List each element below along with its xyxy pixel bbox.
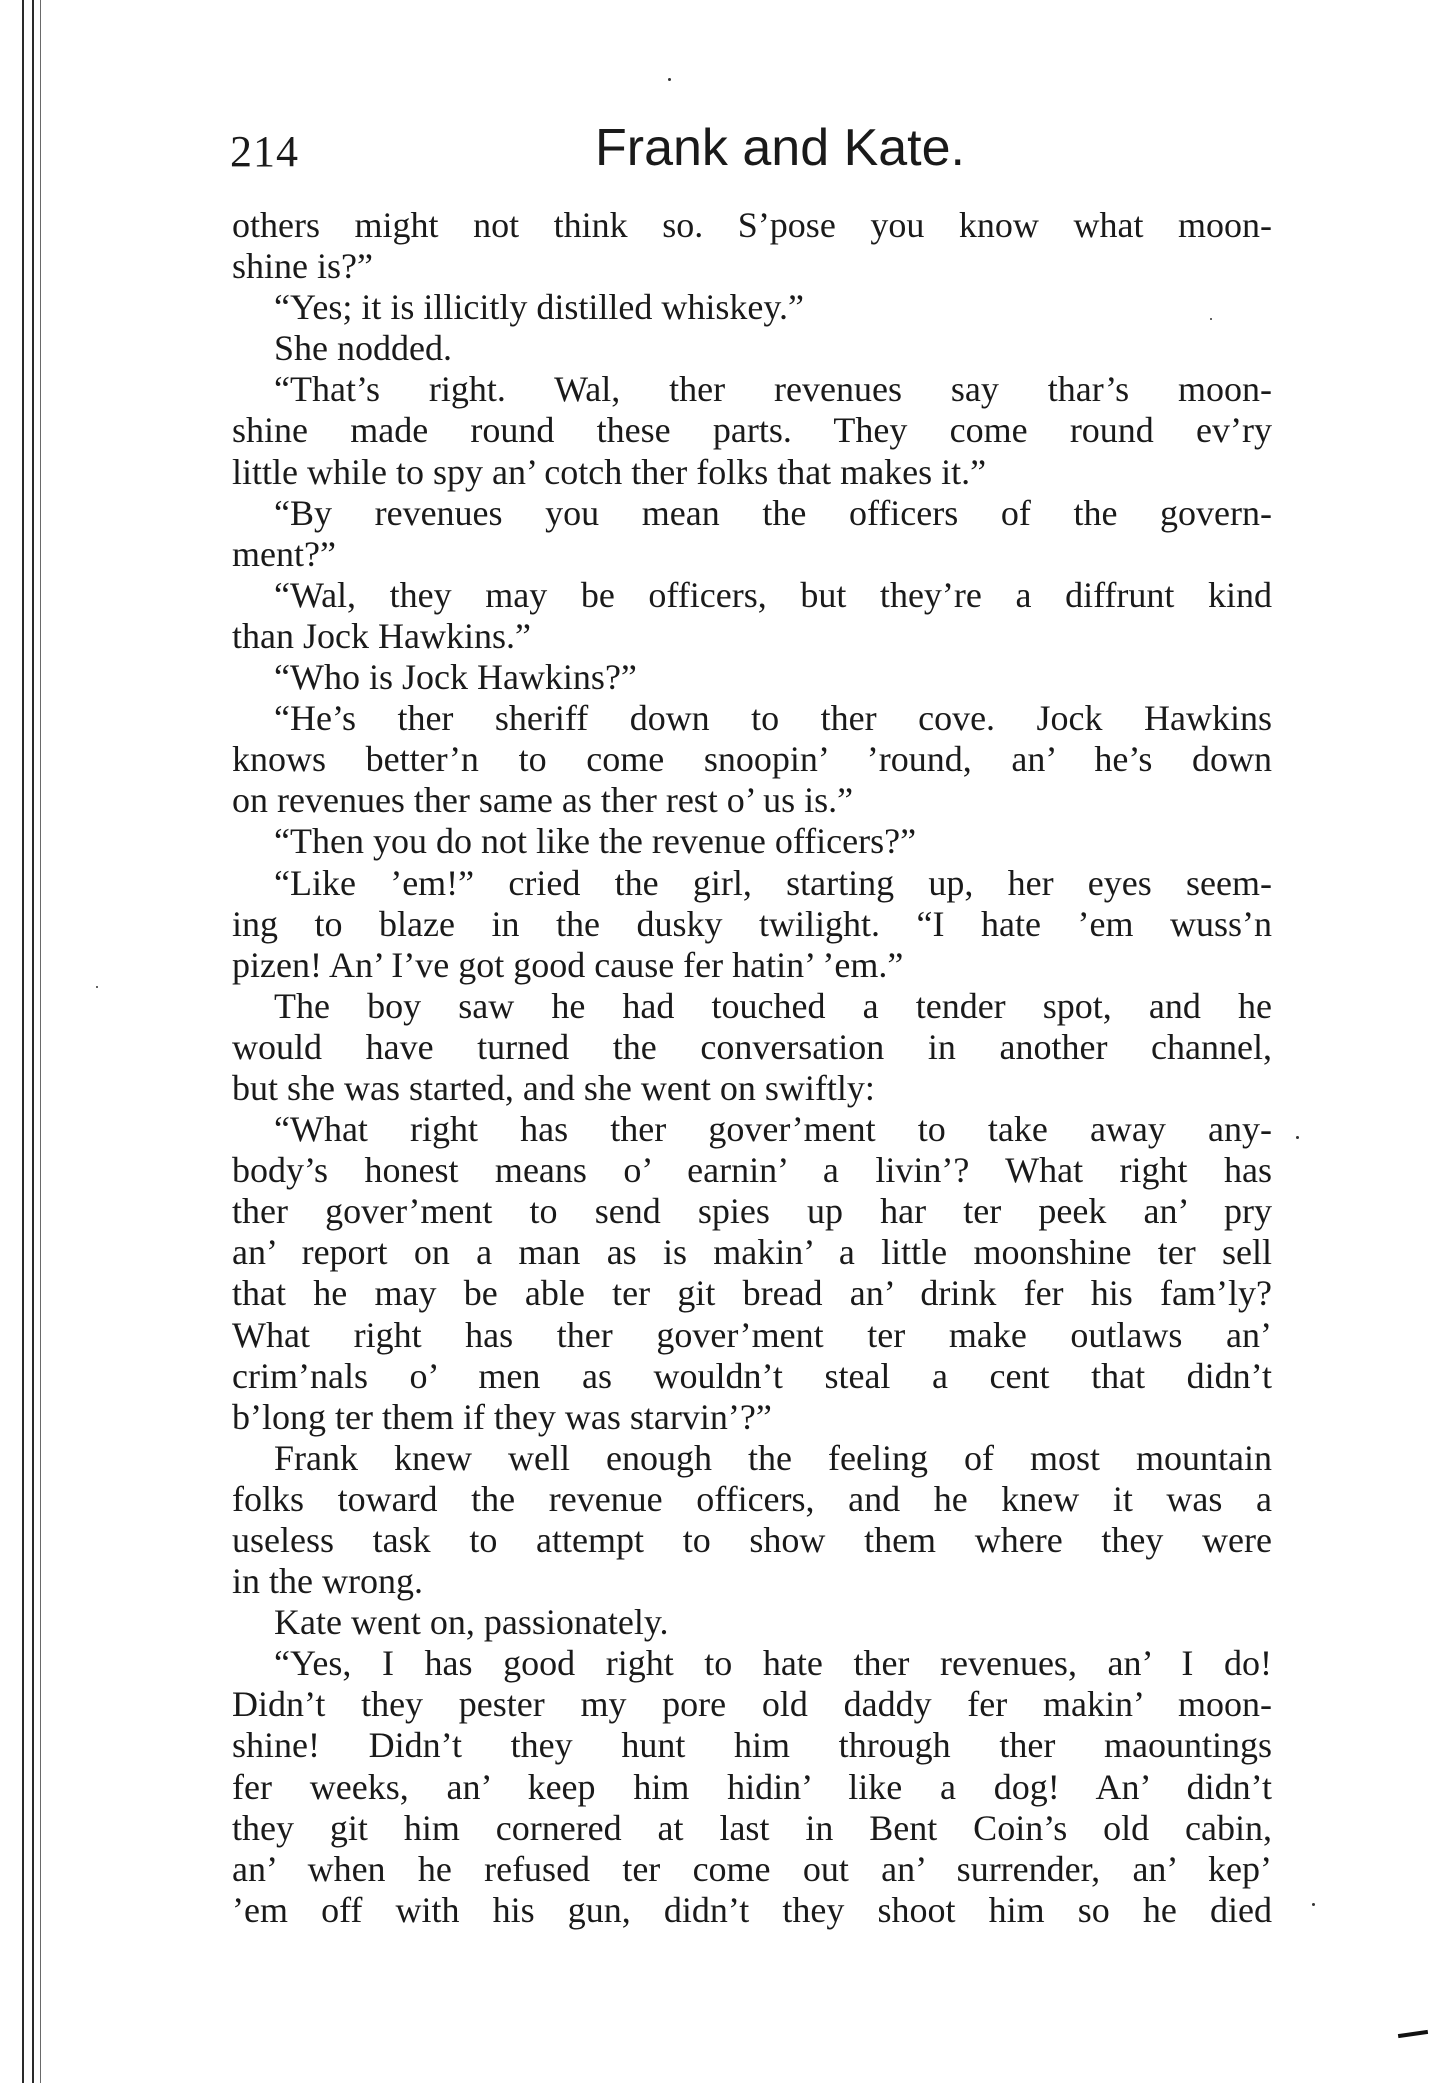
text-line: shine is?” [232,246,373,287]
text-line: knows better’n to come snoopin’ ’round, an’ he’s down [232,739,1272,780]
paper-speck [1210,318,1212,320]
text-line: but she was started, and she went on swiftly: [232,1067,875,1108]
text-line: an’ report on a man as is makin’ a little moonshine ter sell [232,1232,1272,1273]
paper-speck [1312,1903,1315,1906]
text-line: “Wal, they may be officers, but they’re a diffrunt kind [274,574,1272,615]
binding-edge-line [32,0,34,2083]
text-line: ther gover’ment to send spies up har ter peek an’ pry [232,1191,1272,1232]
text-line: “Who is Jock Hawkins?” [274,657,637,698]
body-text [232,205,1272,1931]
page-header [230,118,1290,188]
text-line: crim’nals o’ men as wouldn’t steal a cent that didn’t [232,1355,1272,1396]
text-line: folks toward the revenue officers, and he knew it was a [232,1478,1272,1519]
binding-edge-line [40,0,41,2083]
text-line: Didn’t they pester my pore old daddy fer makin’ moon- [232,1684,1272,1725]
text-line: “That’s right. Wal, ther revenues say thar’s moon- [274,369,1272,410]
text-line: others might not think so. S’pose you know what moon- [232,205,1272,245]
text-line: “He’s ther sheriff down to ther cove. Jock Hawkins [274,698,1272,739]
text-line: an’ when he refused ter come out an’ surrender, an’ kep’ [232,1848,1272,1889]
text-line: they git him cornered at last in Bent Coin’s old cabin, [232,1807,1272,1848]
text-line: “By revenues you mean the officers of the govern- [274,492,1272,533]
text-line: What right has ther gover’ment ter make outlaws an’ [232,1314,1272,1355]
text-line: “What right has ther gover’ment to take away any- [274,1109,1272,1150]
text-line: ’em off with his gun, didn’t they shoot him so he died [232,1889,1272,1930]
text-line: body’s honest means o’ earnin’ a livin’? What right has [232,1150,1272,1191]
text-line: ing to blaze in the dusky twilight. “I hate ’em wuss’n [232,903,1272,944]
paper-speck [96,986,98,988]
text-line: Kate went on, passionately. [274,1602,669,1643]
binding-edge-line [22,0,24,2083]
text-line: “Yes; it is illicitly distilled whiskey.” [274,287,804,328]
running-title: Frank and Kate. [595,119,965,177]
paper-speck [1296,1136,1299,1139]
text-line: useless task to attempt to show them where they were [232,1520,1272,1560]
text-line: The boy saw he had touched a tender spot, and he [274,985,1272,1026]
text-line: pizen! An’ I’ve got good cause fer hatin’ ’em.” [232,944,904,985]
text-line: on revenues ther same as ther rest o’ us is.” [232,780,854,821]
text-line: b’long ter them if they was starvin’?” [232,1396,772,1437]
text-line: “Then you do not like the revenue officers?” [274,821,917,862]
page-edge-mark [1398,2030,1428,2038]
text-line: that he may be able ter git bread an’ drink fer his fam’ly? [232,1273,1272,1314]
text-line: shine! Didn’t they hunt him through ther maountings [232,1725,1272,1766]
text-line: “Yes, I has good right to hate ther revenues, an’ I do! [274,1643,1272,1684]
text-line: Frank knew well enough the feeling of most mountain [274,1437,1272,1478]
text-line: “Like ’em!” cried the girl, starting up, her eyes seem- [274,862,1272,903]
text-line: would have turned the conversation in another channel, [232,1026,1272,1067]
text-line: in the wrong. [232,1561,423,1602]
paper-speck [668,78,671,81]
text-line: fer weeks, an’ keep him hidin’ like a dog! An’ didn’t [232,1766,1272,1807]
text-line: ment?” [232,533,336,574]
text-line: than Jock Hawkins.” [232,615,531,656]
page-number: 214 [230,127,299,176]
text-line: shine made round these parts. They come round ev’ry [232,410,1272,451]
text-line: little while to spy an’ cotch ther folks that makes it.” [232,451,987,492]
text-line: She nodded. [274,328,452,369]
